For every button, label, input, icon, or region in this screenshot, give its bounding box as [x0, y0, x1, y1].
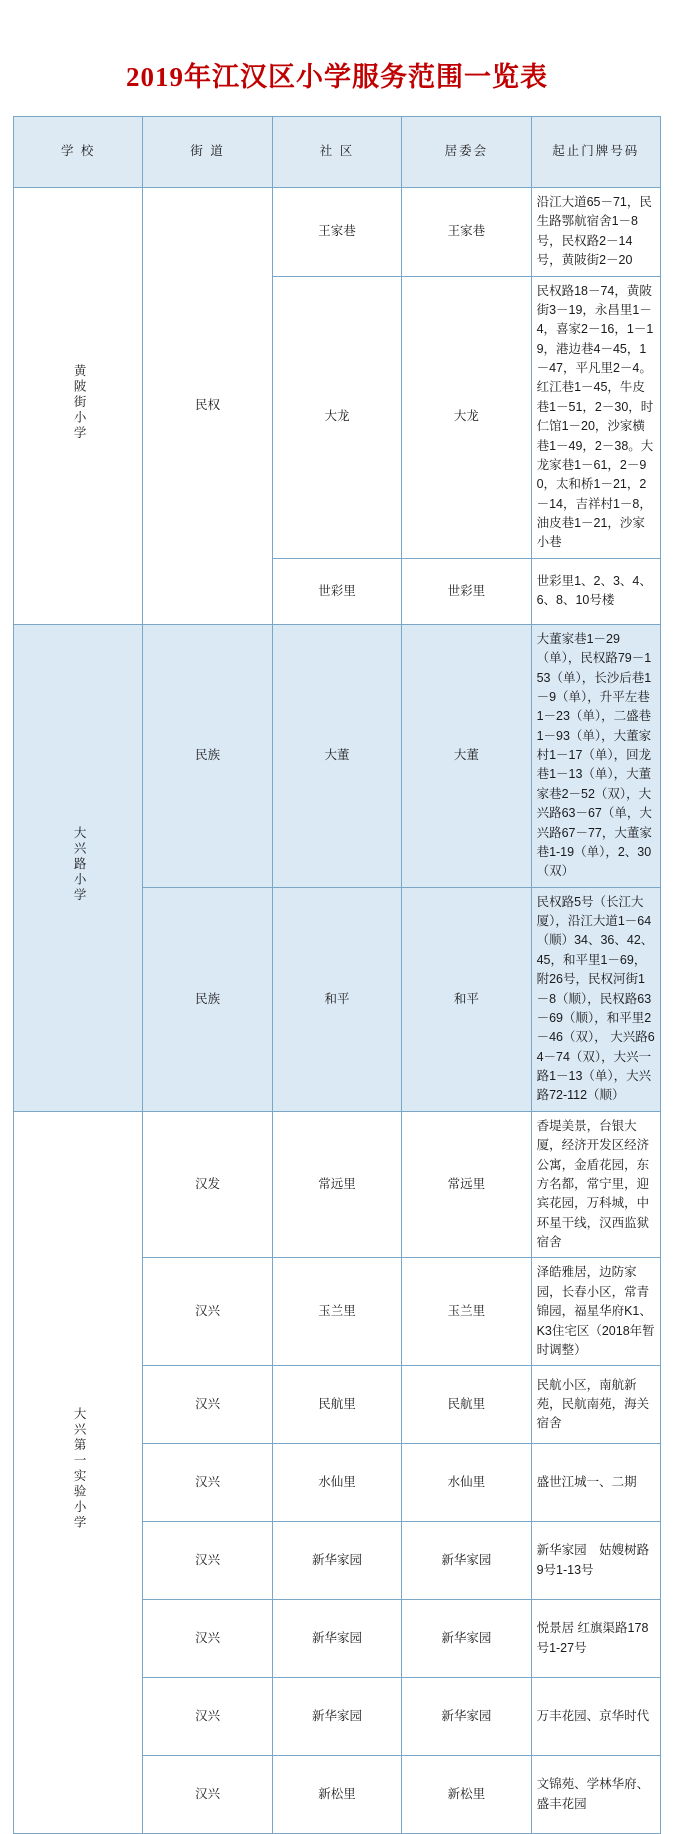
cell-community: 水仙里 — [272, 1444, 401, 1522]
cell-street: 民族 — [143, 887, 272, 1111]
cell-community: 新华家园 — [272, 1678, 401, 1756]
cell-committee: 新华家园 — [402, 1522, 531, 1600]
school-name: 大兴第一实验小学 — [72, 1407, 87, 1532]
cell-school — [14, 188, 143, 625]
cell-range: 民航小区，南航新苑，民航南苑，海关宿舍 — [531, 1366, 660, 1444]
cell-range: 沿江大道65－71，民生路鄂航宿舍1－8号，民权路2－14号，黄陂街2－20 — [531, 188, 660, 277]
school-service-range-table — [13, 116, 661, 1834]
cell-range: 新华家园 姑嫂树路9号1-13号 — [531, 1522, 660, 1600]
cell-school — [14, 1111, 143, 1834]
cell-committee: 大董 — [402, 624, 531, 887]
cell-range: 盛世江城一、二期 — [531, 1444, 660, 1522]
table-row — [14, 624, 661, 887]
cell-committee: 常远里 — [402, 1111, 531, 1258]
cell-street: 汉兴 — [143, 1258, 272, 1366]
cell-range: 万丰花园、京华时代 — [531, 1678, 660, 1756]
cell-committee: 新华家园 — [402, 1600, 531, 1678]
cell-range: 世彩里1、2、3、4、6、8、10号楼 — [531, 558, 660, 624]
cell-community: 新华家园 — [272, 1522, 401, 1600]
cell-community: 王家巷 — [272, 188, 401, 277]
cell-community: 和平 — [272, 887, 401, 1111]
cell-street: 汉兴 — [143, 1366, 272, 1444]
table-header-row — [14, 117, 661, 188]
cell-community: 大龙 — [272, 276, 401, 558]
cell-range: 大董家巷1－29（单），民权路79－153（单），长沙后巷1－9（单），升平左巷1－23（单），二盛巷1－93（单），大董家村1－17（单），回龙巷1－13（单），大董家巷2－52（双），大兴路63－67（单，大兴路67－77，大董家巷1-19（单），2、30（双） — [531, 624, 660, 887]
table-header — [14, 117, 661, 188]
column-header-street: 街 道 — [143, 117, 272, 188]
table-row — [14, 188, 661, 277]
cell-community: 玉兰里 — [272, 1258, 401, 1366]
column-header-school: 学 校 — [14, 117, 143, 188]
cell-range: 民权路5号（长江大厦），沿江大道1－64（顺）34、36、42、45，和平里1－69，附26号，民权河街1－8（顺），民权路63－69（顺），和平里2－46（双）， 大兴路64－74（双），大兴一路1－13（单），大兴路72-112（顺） — [531, 887, 660, 1111]
page-title: 2019年江汉区小学服务范围一览表 — [126, 62, 548, 92]
cell-street: 民族 — [143, 624, 272, 887]
table-row — [14, 1111, 661, 1258]
cell-street: 汉兴 — [143, 1678, 272, 1756]
cell-community: 大董 — [272, 624, 401, 887]
cell-committee: 民航里 — [402, 1366, 531, 1444]
cell-street: 汉兴 — [143, 1600, 272, 1678]
column-header-range: 起止门牌号码 — [531, 117, 660, 188]
cell-range: 泽皓雅居，边防家园，长春小区，常青锦园，福星华府K1、K3住宅区（2018年暂时调整） — [531, 1258, 660, 1366]
cell-range: 文锦苑、学林华府、盛丰花园 — [531, 1756, 660, 1834]
cell-range: 香堤美景，台银大厦，经济开发区经济公寓，金盾花园，东方名都，常宁里，迎宾花园，万科城，中环星干线，汉西监狱宿舍 — [531, 1111, 660, 1258]
cell-community: 常远里 — [272, 1111, 401, 1258]
cell-committee: 大龙 — [402, 276, 531, 558]
cell-range: 民权路18－74，黄陂街3－19，永昌里1－4，喜家2－16，1－19，港边巷4－45，1－47，平凡里2－4。红江巷1－45，牛皮巷1－51，2－30，时仁馆1－20，沙家横巷1－49，2－38。大龙家巷1－61，2－90，太和桥1－21，2－14，吉祥村1－8，油皮巷1－21，沙家小巷 — [531, 276, 660, 558]
cell-committee: 新华家园 — [402, 1678, 531, 1756]
cell-street: 汉兴 — [143, 1756, 272, 1834]
cell-street: 汉发 — [143, 1111, 272, 1258]
cell-committee: 和平 — [402, 887, 531, 1111]
cell-committee: 王家巷 — [402, 188, 531, 277]
cell-street: 民权 — [143, 188, 272, 625]
school-name: 黄陂街小学 — [72, 363, 87, 442]
cell-community: 世彩里 — [272, 558, 401, 624]
column-header-community: 社 区 — [272, 117, 401, 188]
cell-school — [14, 624, 143, 1111]
cell-committee: 世彩里 — [402, 558, 531, 624]
cell-street: 汉兴 — [143, 1522, 272, 1600]
table-body — [14, 188, 661, 1834]
cell-street: 汉兴 — [143, 1444, 272, 1522]
column-header-committee: 居委会 — [402, 117, 531, 188]
cell-committee: 水仙里 — [402, 1444, 531, 1522]
cell-committee: 新松里 — [402, 1756, 531, 1834]
cell-community: 民航里 — [272, 1366, 401, 1444]
cell-community: 新松里 — [272, 1756, 401, 1834]
cell-committee: 玉兰里 — [402, 1258, 531, 1366]
cell-community: 新华家园 — [272, 1600, 401, 1678]
school-name: 大兴路小学 — [72, 825, 87, 904]
cell-range: 悦景居 红旗渠路178号1-27号 — [531, 1600, 660, 1678]
